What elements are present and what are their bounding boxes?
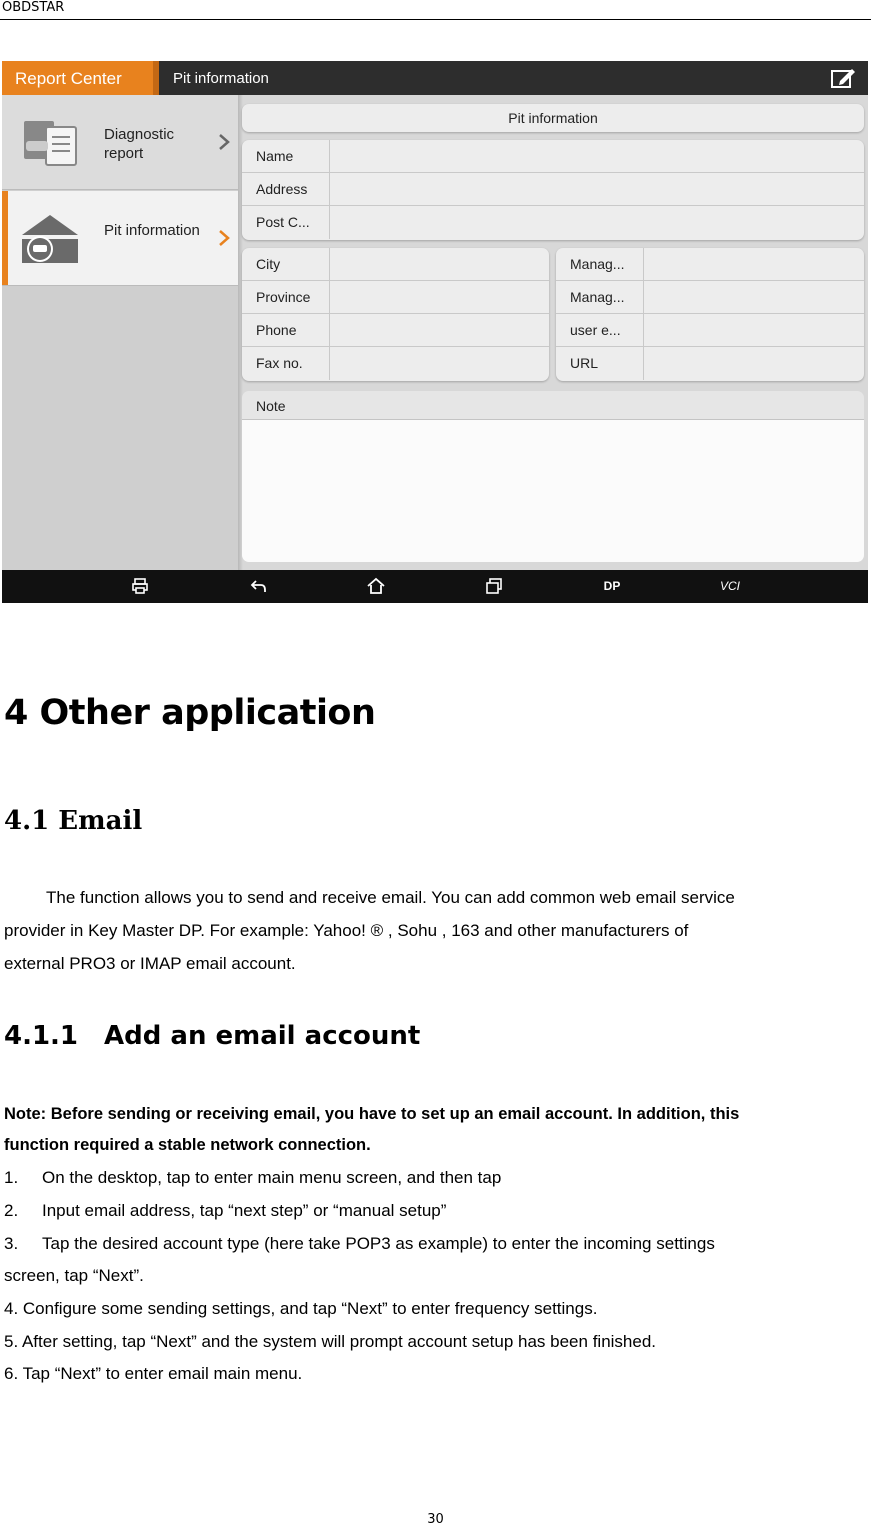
sidebar-item-label: Diagnostic report (104, 126, 175, 162)
chevron-right-icon (218, 133, 230, 151)
sidebar-item-pit-information[interactable] (2, 191, 238, 286)
field-label: URL (570, 355, 599, 371)
list-item (4, 1229, 715, 1259)
panel-title: Pit information (508, 110, 598, 126)
chapter-heading: 4 Other application (4, 693, 376, 733)
list-item-continuation: screen, tap “Next”. (4, 1266, 144, 1285)
field-row-manager-1[interactable] (556, 248, 864, 281)
intro-line-3: external PRO3 or IMAP email account. (4, 954, 296, 973)
list-text: Input email address, tap “next step” or “manual setup” (42, 1201, 447, 1220)
home-icon[interactable] (366, 577, 386, 595)
field-label: user e... (570, 322, 621, 338)
field-row-user-email[interactable] (556, 314, 864, 347)
field-label: Manag... (570, 256, 625, 272)
list-item: 5. After setting, tap “Next” and the system will prompt account setup has been finished. (4, 1332, 657, 1351)
field-label: City (256, 256, 281, 272)
pit-information-screenshot (2, 61, 868, 603)
top-bar (2, 61, 868, 95)
field-separator (329, 347, 330, 380)
note-line-2: function required a stable network connection. (4, 1136, 371, 1154)
note-textarea[interactable] (242, 420, 864, 562)
field-row-city[interactable] (242, 248, 549, 281)
field-row-province[interactable] (242, 281, 549, 314)
field-separator (329, 206, 330, 239)
field-label: Post C... (256, 214, 310, 230)
field-row-fax[interactable] (242, 347, 549, 380)
field-label: Fax no. (256, 355, 303, 371)
field-separator (329, 248, 330, 281)
field-separator (643, 281, 644, 314)
field-row-postcode[interactable] (242, 206, 864, 239)
pit-garage-icon (20, 213, 80, 265)
subsection-heading (4, 1021, 420, 1051)
field-label: Name (256, 148, 294, 164)
field-label: Phone (256, 322, 297, 338)
sidebar (2, 95, 238, 570)
subsection-title: Add an email account (104, 1021, 421, 1051)
field-row-phone[interactable] (242, 314, 549, 347)
note-line-1: Note: Before sending or receiving email, you have to set up an email account. In addition, this (4, 1105, 740, 1123)
field-separator (329, 314, 330, 347)
list-item: 6. Tap “Next” to enter email main menu. (4, 1364, 303, 1383)
intro-line-2: provider in Key Master DP. For example: Yahoo! ® , Sohu , 163 and other manufacturers of (4, 921, 689, 940)
vci-status[interactable]: VCI (719, 579, 740, 593)
section-heading: 4.1 Email (4, 806, 143, 836)
header-rule (0, 19, 871, 20)
list-item: 4. Configure some sending settings, and tap “Next” to enter frequency settings. (4, 1299, 598, 1318)
list-number: 1. (4, 1168, 19, 1187)
dp-button[interactable]: DP (603, 579, 621, 593)
list-number: 2. (4, 1201, 19, 1220)
list-number: 3. (4, 1234, 19, 1253)
report-center-tab[interactable]: Report Center (2, 61, 153, 95)
active-indicator (2, 191, 8, 285)
field-label: Manag... (570, 289, 625, 305)
sidebar-item-label: Pit information (104, 222, 200, 239)
list-text: On the desktop, tap to enter main menu screen, and then tap (42, 1168, 502, 1187)
field-row-address[interactable] (242, 173, 864, 206)
field-label: Address (256, 181, 308, 197)
back-icon[interactable] (249, 577, 269, 595)
field-label: Province (256, 289, 311, 305)
field-separator (329, 140, 330, 173)
field-row-url[interactable] (556, 347, 864, 380)
edit-icon[interactable] (830, 67, 856, 89)
fields-panel-right (556, 248, 864, 381)
page-number: 30 (427, 1512, 444, 1527)
android-navbar (2, 570, 868, 603)
list-item (4, 1196, 446, 1226)
subsection-number: 4.1.1 (4, 1021, 79, 1051)
fields-panel-top (242, 140, 864, 240)
header-brand: OBDSTAR (2, 0, 65, 15)
sidebar-item-diagnostic-report[interactable] (2, 95, 238, 190)
screen-title: Pit information (173, 70, 269, 87)
list-text: Tap the desired account type (here take POP3 as example) to enter the incoming settings (42, 1234, 715, 1253)
intro-line-1: The function allows you to send and receive email. You can add common web email service (46, 888, 735, 907)
field-row-name[interactable] (242, 140, 864, 173)
field-row-manager-2[interactable] (556, 281, 864, 314)
field-separator (329, 173, 330, 206)
chevron-right-icon (218, 229, 230, 247)
recent-apps-icon[interactable] (484, 577, 504, 595)
field-separator (643, 347, 644, 380)
tab-notch (153, 61, 159, 95)
note-header: Note (242, 391, 864, 420)
field-separator (643, 248, 644, 281)
field-separator (643, 314, 644, 347)
diagnostic-report-icon (20, 117, 80, 169)
print-icon[interactable] (130, 577, 150, 595)
field-separator (329, 281, 330, 314)
list-item (4, 1163, 501, 1193)
fields-panel-left (242, 248, 549, 381)
